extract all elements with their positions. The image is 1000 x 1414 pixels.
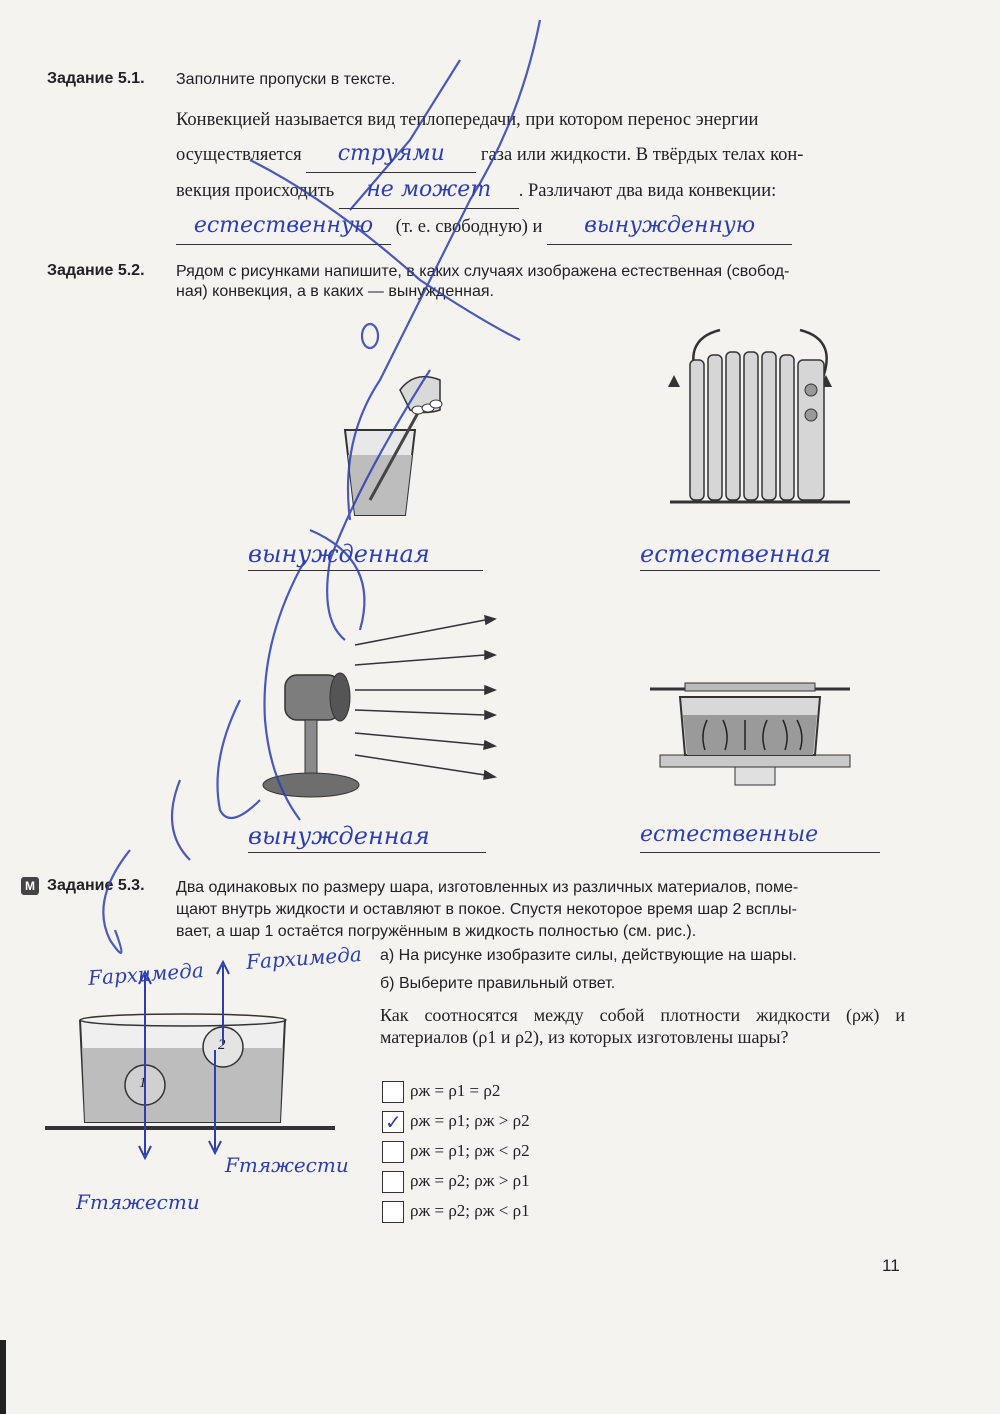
handwritten-answer-3: естественную bbox=[193, 213, 374, 238]
task-5-1-label: Задание 5.1. bbox=[47, 70, 145, 87]
task-5-3-part-a: а) На рисунке изобразите силы, действующие на шары. bbox=[380, 947, 797, 964]
handwritten-answer-2: не может bbox=[366, 177, 492, 202]
handwritten-f-archimedes-1: Fархимеда bbox=[87, 957, 205, 991]
text-segment: (т. е. свободную) и bbox=[395, 217, 543, 237]
page-number: 11 bbox=[882, 1256, 900, 1275]
task-5-3-line-2: щают внутрь жидкости и оставляют в покое. Спустя некоторое время шар 2 всплы- bbox=[176, 901, 797, 918]
handwritten-f-gravity-2: Fтяжести bbox=[225, 1153, 349, 1177]
handwritten-answer-radiator: естественная bbox=[640, 540, 831, 568]
option-label: ρж = ρ1; ρж < ρ2 bbox=[410, 1141, 530, 1160]
task-5-3-line-3: вает, а шар 1 остаётся погружённым в жидкость полностью (см. рис.). bbox=[176, 923, 697, 940]
ball-2-label: 2 bbox=[218, 1037, 226, 1053]
text-segment: . Различают два вида конвекции: bbox=[518, 181, 777, 201]
text-segment: осуществляется bbox=[176, 145, 302, 165]
text-segment: векция происходить bbox=[176, 181, 335, 201]
task-5-3-label: Задание 5.3. bbox=[47, 877, 145, 894]
task-5-1-line-1: Конвекцией называется вид теплопередачи, при котором перенос энергии bbox=[176, 110, 759, 130]
checkmark-icon: ✓ bbox=[385, 1112, 402, 1135]
handwritten-answer-glass: вынужденная bbox=[248, 540, 430, 568]
handwritten-answer-1: струями bbox=[337, 141, 445, 166]
option-label: ρж = ρ1; ρж > ρ2 bbox=[410, 1111, 530, 1130]
option-label: ρж = ρ2; ρж > ρ1 bbox=[410, 1171, 530, 1190]
task-5-3-part-b: б) Выберите правильный ответ. bbox=[380, 975, 616, 992]
handwritten-answer-pot: естественные bbox=[640, 822, 819, 847]
binding-edge bbox=[0, 1340, 6, 1414]
task-5-1-instruction: Заполните пропуски в тексте. bbox=[176, 71, 396, 88]
instruction-line-2: ная) конвекция, а в каких — вынужденная. bbox=[176, 283, 494, 300]
handwritten-answer-4: вынужденную bbox=[584, 213, 756, 238]
option-label: ρж = ρ1 = ρ2 bbox=[410, 1081, 501, 1100]
task-5-3-question: Как соотносятся между собой плотности жидкости (ρж) и материалов (ρ1 и ρ2), из которых изготовлены шары? bbox=[380, 1005, 905, 1047]
handwritten-f-gravity-1: Fтяжести bbox=[76, 1190, 200, 1214]
task-5-3-line-1: Два одинаковых по размеру шара, изготовленных из различных материалов, поме- bbox=[176, 879, 799, 896]
text-segment: газа или жидкости. В твёрдых телах кон- bbox=[480, 145, 804, 165]
option-label: ρж = ρ2; ρж < ρ1 bbox=[410, 1201, 530, 1220]
instruction-line-1: Рядом с рисунками напишите, в каких случаях изображена естественная (свобод- bbox=[176, 263, 790, 280]
handwritten-answer-fan: вынужденная bbox=[248, 822, 430, 850]
handwritten-f-archimedes-2: Fархимеда bbox=[245, 941, 363, 975]
task-5-3-badge: М bbox=[21, 877, 39, 895]
ball-1-label: 1 bbox=[139, 1075, 147, 1091]
task-5-2-label: Задание 5.2. bbox=[47, 262, 145, 279]
